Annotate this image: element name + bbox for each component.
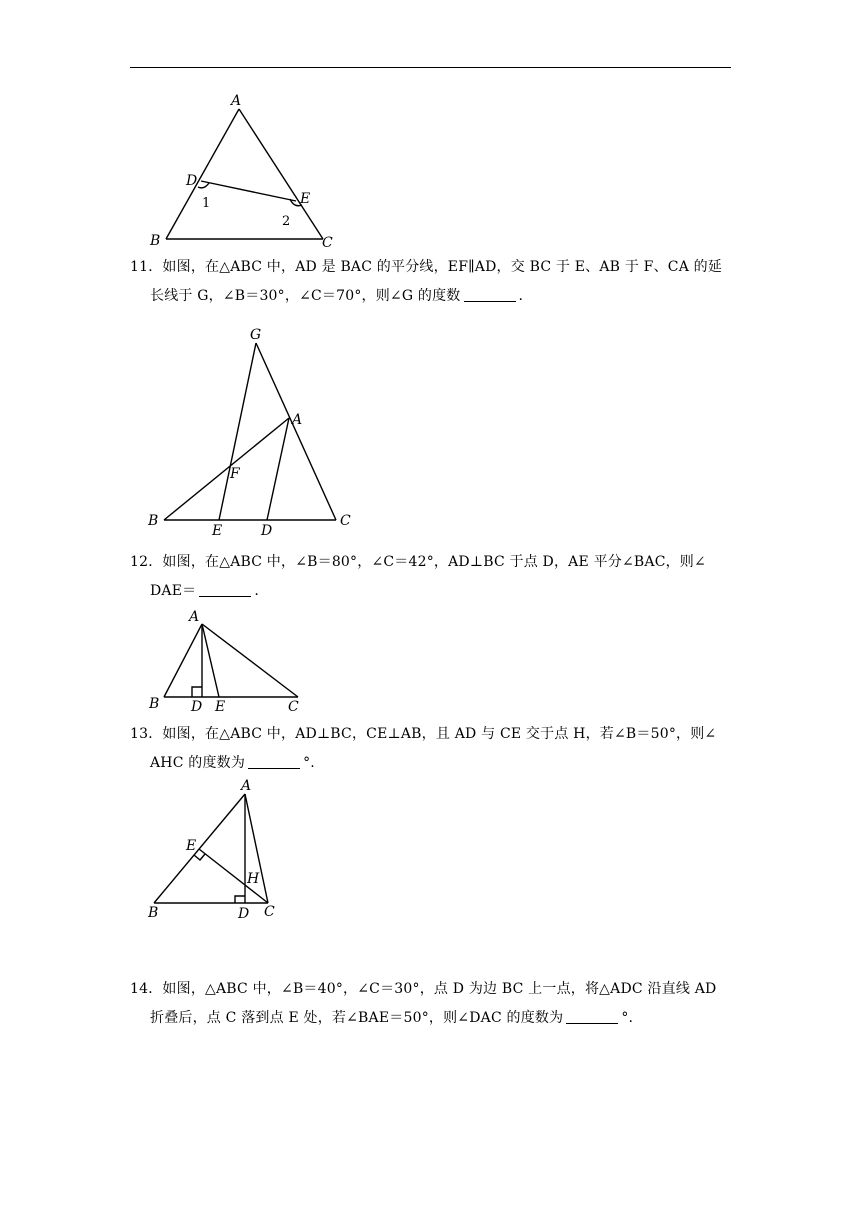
figure-problem-11 [140,325,370,540]
segment-ab [166,109,239,239]
problem-text-end: . [518,288,524,304]
figure-problem-13 [140,780,300,925]
answer-blank[interactable] [464,287,516,302]
header-rule [130,67,731,68]
problem-number: 12． [130,554,163,570]
problem-text-end: . [254,583,260,599]
figure-problem-12 [140,607,320,717]
right-angle-marker-e [194,854,205,860]
label-d: D [261,523,273,539]
label-g: G [250,327,262,343]
problem-text-line1: 如图，在△ABC 中，AD⊥BC，CE⊥AB，且 AD 与 CE 交于点 H，若∠B＝50°，则∠ [162,726,717,742]
label-c: C [322,235,333,251]
figure-problem-12-svg [140,607,320,717]
problem-number: 14． [130,981,163,997]
answer-blank[interactable] [248,754,300,769]
figure-triangle-ade-svg [140,95,340,255]
segment-ac [239,109,323,239]
label-d: D [191,699,203,715]
problem-number: 11． [130,259,163,275]
figure-problem-13-svg [140,780,300,925]
problem-text-end: °. [303,755,315,771]
label-c: C [340,513,351,529]
problem-number: 13． [130,726,163,742]
label-d: D [186,173,198,189]
answer-blank[interactable] [566,1009,618,1024]
problem-13 [130,720,730,778]
angle-arc-1 [198,183,209,188]
problem-text-end: °. [621,1010,634,1026]
problem-text-line1: 如图，在△ABC 中，AD 是 BAC 的平分线，EF∥AD，交 BC 于 E、AB 于 F、CA 的延 [162,259,723,275]
problem-text-line1: 如图，△ABC 中，∠B＝40°，∠C＝30°，点 D 为边 BC 上一点，将△ADC 沿直线 AD [162,981,717,997]
problem-14 [130,975,730,1033]
right-angle-marker [192,687,202,697]
figure-problem-11-svg [140,325,370,540]
label-b: B [148,905,159,921]
problem-text-line1: 如图，在△ABC 中，∠B＝80°，∠C＝42°，AD⊥BC 于点 D，AE 平分∠BAC，则∠ [162,554,706,570]
label-e: E [212,523,223,539]
problem-text-line2: 长线于 G，∠B＝30°，∠C＝70°，则∠G 的度数 [150,288,461,304]
label-h: H [247,871,260,887]
problem-text-line2: DAE＝ [150,583,197,599]
label-b: B [149,696,160,712]
answer-blank[interactable] [199,582,251,597]
segment-ab [164,624,202,697]
segment-de [201,181,296,201]
label-c: C [264,904,275,920]
segment-gc [256,343,336,520]
label-e: E [186,838,197,854]
label-a: A [241,778,252,794]
segment-ba [154,794,245,903]
problem-text-line2: 折叠后，点 C 落到点 E 处，若∠BAE＝50°，则∠DAC 的度数为 [150,1010,564,1026]
label-e: E [300,191,311,207]
angle-label-2: 2 [282,214,291,229]
figure-triangle-ade [140,95,340,255]
label-b: B [150,233,161,249]
problem-12 [130,548,730,606]
label-d: D [238,906,250,922]
label-b: B [148,513,159,529]
problem-11 [130,253,730,311]
right-angle-marker-d [235,896,245,903]
label-a: A [189,609,200,625]
label-e: E [215,699,226,715]
angle-label-1: 1 [202,196,211,211]
label-f: F [230,466,240,482]
label-a: A [292,412,303,428]
segment-ge [219,343,256,520]
label-a: A [231,93,242,109]
problem-text-line2: AHC 的度数为 [150,755,246,771]
label-c: C [288,699,299,715]
